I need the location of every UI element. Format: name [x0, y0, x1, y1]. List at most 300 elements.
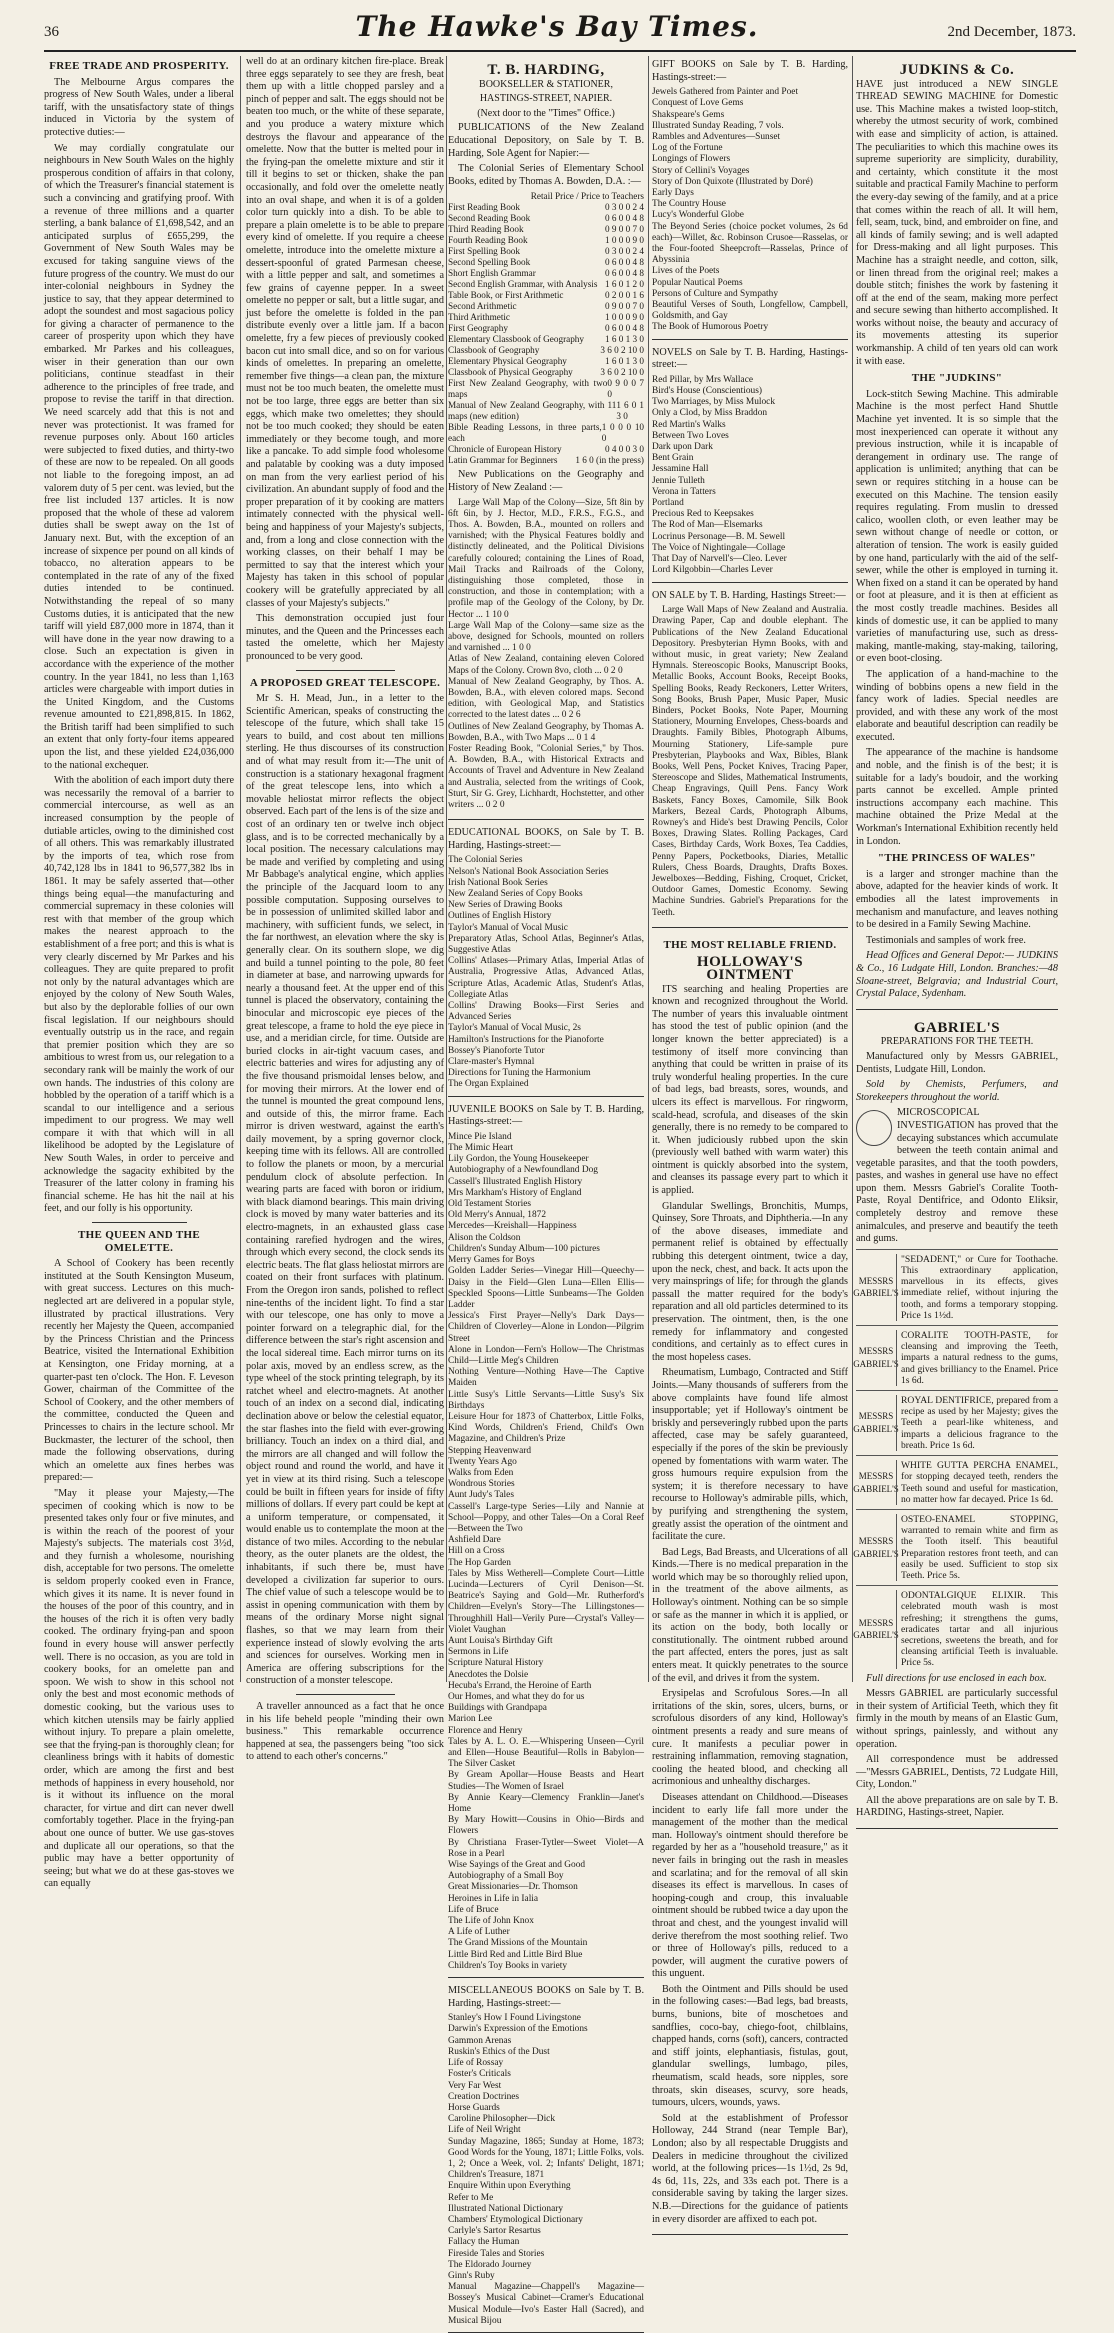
column-1: [44, 56, 234, 1890]
misc-books-ad: [448, 1982, 644, 2333]
book-list-item: Twenty Years Ago: [448, 1456, 517, 1467]
book-list-item: Portland: [652, 498, 684, 509]
article-paragraph: We may cordially congratulate our neighbours in New South Wales on the highly prosperous condition of affairs in that colony, of which the Treasurer's financial statement is such a convincing and gratifying proof. With a revenue of three millions and a quarter sterling, a bank balance of £1,698,542, and an anticipated surplus of £655,299, the Government of New South Wales may be excused for taking sanguine views of the future progress of the country. We must do our inter-colonial neighbours in Sydney the justice to say, that they appear determined to adopt the soundest and most sagacious policy for giving a character of permanence to the career of prosperity upon which they have embarked. Mr Parkes and his colleagues, wiser in their generation than our own politicians, continue steadfast in their adherence to the principles of free trade, and propose to revise the tariff in that direction. We need scarcely add that this is not and never was protectionist. It was framed for revenue purposes only. About 160 articles were subjected to fixed duties, and thirty-two of these are now to be repealed. On all goods not liable to the foregoing impost, an ad valorem duty of 5 per cent. was levied, but the free list included 137 articles. It is now proposed that the whole of these ad valorem duties shall be swept away on the 1st of January next. But, with the exception of an increase of sixpence per pound on all kinds of tobacco, no alteration appears to be contemplated in the rate of any of the fixed duties intended to be continued. Notwithstanding the repeal of so many Customs duties, it is anticipated that the new tariff will yield £87,000 more in 1874, than it will have done in the year now drawing to a close. Such an expectation is given in accordance with the experience of the mother country. In the year 1841, no less than 1,163 articles were chargeable with import duties in the United Kingdom, and the Customs revenue amounted to £21,898,815. In 1862, the British tariff had been simplified to such an extent that only forty-four items appeared upon the list, and these yielded £24,036,000 to the national exchequer.: [44, 142, 234, 771]
article-paragraph: Mr S. H. Mead, Jun., in a letter to the Scientific American, speaks of constructing the telescope of the future, which shall take 15 years to build, and cost about ten millions sterling. He thus discourses of its construction and of what may result from it:—The unit of construction is a stationary hexagonal fragment of the great telescope lens, into which a movable heliostat mirror reflects the object observed. Each part of the lens is of the size and cost of an ordinary ten or twelve inch object glass, and is to be corrected mechanically by a local position. The necessary calculations may be made and verified by completing and using Mr Babbage's analytical engine, which applies the principle of the Jacquard loom to any possible computation. Supposing ourselves to be in possession of unlimited skilled labor and machinery, with sufficient funds, we select, in the far northwest, an elevation where the sky is generally clear. On its southern slope, we dig and build a tunnel pointing to the pole, 80 feet in diameter at base, and narrowing upwards for nearly a thousand feet. At the upper end of this tunnel is placed the observatory, containing the binocular and microscopic eye pieces of the great telescope, a frame to hold the eye piece in use, and a meridian circle, for time. Outside are buried clocks in air-tight vacuum cases, and electric batteries and wires for adjusting any of the five thousand prismoidal lenses below, and for moving their mirrors. At the lower end of the tunnel is mounted the great compound lens, and outside of this, the mirror frame. Each mirror is driven westward, against the earth's daily movement, by a spring governor clock, keeping time with its fellows. All are controlled to follow the planets or moon, by a mercurial pendulum clock of absolute perfection. In wearing parts are faced with boron or iridium, with black diamond bearings. This main driving clock is moved by many water batteries and its electro-magnets, in an exhausted glass case containing rarefied hydrogen and the wires, through which every second, the clock sends its electric beats. The flat glass heliostat mirrors are coated on their front surfaces with platinum. From the Oregon iron sands, polished to reflect nine-tenths of the incident light. To find a star with our telescope, one has only to move a pointer forward on a telegraphic dial, for the difference between the star's right ascension and the local sidereal time. Each mirror turns on its polar axis, moved by an endless screw, as the type wheel of the stock printing telegraph, by its ratchet wheel and electro-magnets. At another touch of an index on a second dial, indicating declination above or below the celestial equator, the star flashes into the field with ever-growing brilliancy. Touch an index on a third dial, and the mirrors are all changed and will follow the object round and round the world, and have it yet in view at its third rising. Such a telescope could be built in fifteen years for inside of fifty millions of dollars. If every part could be kept at a uniform temperature, or compensated, it would enable us to contemplate the moon at the distance of two miles. According to the nebular theory, as the outer planets are the oldest, the inhabitants, if such there be, must have developed a civilization far superior to ours. The chief value of such a telescope would be to assist in opening communication with them by means of the ordinary Morse night signal flashes, so that we may learn from their experience instead of slowly evolving the arts and sciences for ourselves. Working men in America are offering subscriptions for the construction of a monster telescope.: [246, 693, 444, 1687]
book-title: Table Book, or First Arithmetic: [448, 290, 564, 301]
book-list-item: Great Missionaries—Dr. Thomson: [448, 1882, 578, 1893]
book-list-item: Stanley's How I Found Livingstone: [448, 2013, 581, 2024]
educational-books-ad: [448, 824, 644, 1096]
ad-paragraph: Full directions for use enclosed in each box.: [866, 1672, 1047, 1684]
book-title: First Geography: [448, 323, 508, 334]
price-header: Retail Price / Price to Teachers: [530, 191, 644, 202]
book-list-item: Our Homes, and what they do for us: [448, 1692, 585, 1703]
book-list-item: That Day of Narvell's—Cleo. Lever: [652, 554, 787, 565]
ad-paragraph: ITS searching and healing Properties are known and recognized throughout the World. The number of years this invaluable ointment has stood the test of public opinion (and the longer known the better appreciated) is a testimony of itself more convincing than anything that could be written in praise of its truly wonderful healing properties. In the cure of bad legs, bad breasts, sores, wounds, and ulcers its effect is marvellous. For ringworm, scald-head, scrofula, and diseases of the skin generally, there is no remedy to be compared to it. When judiciously rubbed upon the skin (previously well bathed with warm water) this ointment is quickly absorbed into the system, and cleanses its passage every part to which it is applied.: [652, 983, 848, 1197]
book-list-item: Heroines in Life in Ialia: [448, 1893, 539, 1904]
ad-paragraph: Diseases attendant on Childhood.—Diseases incident to early life fall more under the management of the mother than the medical man. Holloway's ointment should therefore be regarded by her as a "household treasure," as it never fails in bringing out the rash in measles and scarlatina; and for the removal of all skin diseases its effect is marvellous. In cases of hooping-cough and croup, this invaluable ointment should be rubbed twice a day upon the throat and chest, and the youngest invalid will derive therefrom the most soothing relief. Two or three of Holloway's pills, reduced to a powder, will augment the curative powers of this unguent.: [652, 1791, 848, 1980]
book-prices: 1 6 0 1 2 0: [604, 279, 644, 290]
price-row: [448, 301, 644, 312]
book-prices: 1 6 0 1 3 0: [616, 400, 644, 422]
ad-intro: MISCELLANEOUS BOOKS on Sale by T. B. Harding, Hastings-street:—: [448, 1985, 644, 2009]
book-prices: 0 9 0 0 7 0: [604, 301, 644, 312]
book-list-item: By Mary Howitt—Cousins in Ohio—Birds and Flowers: [448, 1815, 644, 1837]
book-list-item: Mercedes—Kreishall—Happiness: [448, 1221, 577, 1232]
ad-paragraph: The Colonial Series of Elementary School Books, edited by Thomas A. Bowden, D.A. :—: [448, 163, 644, 187]
book-list-item: Leisure Hour for 1873 of Chatterbox, Little Folks, Kind Words, Children's Friend, Child's Own Magazine, and Children's Prize: [448, 1411, 644, 1445]
book-title: Fourth Reading Book: [448, 235, 528, 246]
book-list-item: Ginn's Ruby: [448, 2270, 495, 2281]
price-row: [448, 279, 644, 290]
column-divider: [852, 56, 853, 1682]
masthead: [0, 0, 1114, 46]
book-list-item: The Grand Missions of the Mountain: [448, 1938, 588, 1949]
column-5: [853, 56, 1058, 1819]
gift-books-ad: [652, 56, 848, 340]
separator: [296, 670, 395, 671]
book-title: Elementary Classbook of Geography: [448, 334, 584, 345]
book-prices: 0 9 0 0 7 0: [607, 378, 644, 400]
ad-paragraph: Sold at the establishment of Professor Holloway, 244 Strand (near Temple Bar), London; also by all respectable Druggists and Dealers in medicine throughout the civilized world, at the following prices—1s 1½d, 2s 9d, 4s 6d, 11s, 22s, and 33s each pot. There is a considerable saving by taking the larger sizes. N.B.—Directions for the guidance of patients in every disorder are affixed to each pot.: [652, 2112, 848, 2225]
ad-paragraph: New Publications on the Geography and History of New Zealand :—: [448, 469, 644, 493]
book-list-item: Illustrated National Dictionary: [448, 2203, 564, 2214]
book-list-item: Two Marriages, by Miss Mulock: [652, 397, 776, 408]
book-list-item: Children's Toy Books in variety: [448, 1960, 568, 1971]
book-list-item: Bent Grain: [652, 453, 694, 464]
book-list-item: Anecdotes the Dolsie: [448, 1669, 529, 1680]
book-prices: 1 0 0 0 10 0: [601, 422, 644, 444]
book-list-item: Tales by A. L. O. E.—Whispering Unseen—Cyril and Ellen—House Beautiful—Rolls in Babylon—The Silver Casket: [448, 1736, 644, 1770]
price-row: [448, 235, 644, 246]
article-heading-telescope: A PROPOSED GREAT TELESCOPE.: [249, 676, 441, 689]
price-row: [448, 202, 644, 213]
book-list-item: Persons of Culture and Sympathy: [652, 288, 779, 299]
separator: [296, 1694, 395, 1695]
article-paragraph: well do at an ordinary kitchen fire-place. Break three eggs separately to see they are fresh, beat them up with a little chopped parsley and a pinch of pepper and salt. The eggs should not be beaten too much, or the white of these separate, and you produce a watery mixture which destroys the flavour and appearance of the omelette. Now that the butter is melted pour in the frying-pan the omelette mixture and stir it till it begins to set or thicken, shake the pan occasionally, and fold over the omelette neatly into an oval shape, and when it is of a golden color turn quickly into a dish. To be able to prepare a plain omelette is to be able to prepare every kind of omelette. If you require a cheese omelette, introduce into the omelette mixture a dessert-spoonful of grated Parmesan cheese, with a little pepper and salt, and sometimes a few grains of cayenne pepper. In a sweet omelette no pepper or salt, but a little sugar, and just before the omelette is folded in the pan distribute evenly over a little jam. If a bacon omelette, fry a few pieces of previously cooked bacon cut into small dice, and so on for various kinds of omelettes. In preparing an omelette, remember five things—a clean pan, the mixture must not be too much beaten, the omelette must not be too large, three eggs are better than six eggs, which make two omelettes; they should not be too much cooked; they should be eaten immediately or they become tough, and more like a pancake. To add simple food wholesome and palatable by cooking was a duty imposed on man from the very earliest period of his civilization. An abundant supply of food and the proper preparation of it by cooking are matters intimately connected with the physical well-being and happiness of your Majesty's subjects, and, from a long and close connection with the working classes, on their behalf I may be permitted to say that the interest which your Majesty has taken in this school of popular cookery will be gratefully appreciated by all classes of your Majesty's subjects.": [246, 56, 444, 609]
book-list-item: Life of Rossay: [448, 2058, 504, 2069]
educational-list: [448, 855, 644, 1090]
article-heading-free-trade: FREE TRADE AND PROSPERITY.: [49, 60, 229, 72]
ad-paragraph: All correspondence must be addressed—"Messrs GABRIEL, Dentists, 72 Ludgate Hill, City, London.": [856, 1754, 1058, 1791]
gabriel-product: [853, 1455, 1058, 1509]
ad-paragraph: Large Wall Map of the Colony—Size, 5ft 8in by 6ft 6in, by J. Hector, M.D., F.R.S., F.G.S., and Thos. A. Bowden, B.A., mounted on rollers and varnished; with the Physical Features boldly and distinctly delineated, and the Political Divisions carefully coloured; containing the Lines of Road, Mail Tracks and Railroads of the Colony, distinguishing those completed, those in construction, and those in contemplation; with a profile map of the Geology of the Colony, by Dr. Hector ... 1 10 0 Large Wall Map of the Colony—same size as the above, designed for Schools, mounted on rollers and varnished ... 1 0 0 Atlas of New Zealand, containing eleven Colored Maps of the Colony. Crown 8vo, cloth ... 0 2 0 Manual of New Zealand Geography, by Thos. A. Bowden, B.A., with eleven colored maps. Second edition, with Geological Map, and Statistics corrected to the latest dates ... 0 2 6 Outlines of New Zealand Geography, by Thomas A. Bowden, B.A., with Two Maps ... 0 1 4 Foster Reading Book, "Colonial Series," by Thos. A. Bowden, B.A., with Historical Extracts and Accounts of Travel and Adventure in New Zealand and Australia, selected from the writings of Cook, Sturt, Sir G. Grey, Lichhardt, Hochstetter, and other writers ... 0 2 0: [448, 497, 644, 811]
ad-kicker: THE MOST RELIABLE FRIEND.: [663, 938, 837, 951]
price-row: [448, 323, 644, 334]
price-head-trade: Price to Teachers: [581, 191, 644, 202]
price-row: [448, 345, 644, 356]
book-list-item: Life of Neil Wright: [448, 2125, 521, 2136]
book-list-item: Illustrated Sunday Reading, 7 vols.: [652, 120, 784, 131]
ad-paragraph: PUBLICATIONS of the New Zealand Educational Depository, on Sale by T. B. Harding, Sole Agent for Napier:—: [448, 122, 644, 159]
price-row: [448, 257, 644, 268]
book-title: First New Zealand Geography, with two maps: [448, 378, 608, 400]
newspaper-title: The Hawke's Bay Times.: [355, 10, 759, 43]
book-list-item: Only a Clod, by Miss Braddon: [652, 408, 768, 419]
book-list-item: Collins' Drawing Books—First Series and Advanced Series: [448, 1001, 644, 1023]
book-list-item: Jewels Gathered from Painter and Poet: [652, 87, 799, 98]
book-list-item: Aunt Judy's Tales: [448, 1490, 514, 1501]
book-list-item: Manual Magazine—Chappell's Magazine—Bossey's Musical Cabinet—Cramer's Educational Musical Module—Ivo's Easter Hall (Sacred), and Musical Bijou: [448, 2282, 644, 2326]
ad-subtitle: PREPARATIONS FOR THE TEETH.: [880, 1036, 1034, 1048]
book-list-item: Aunt Louisa's Birthday Gift: [448, 1636, 553, 1646]
book-list-item: Bossey's Pianoforte Tutor: [448, 1045, 545, 1056]
book-prices: 0 6 0 0 4 8: [604, 323, 644, 334]
on-sale-ad: [652, 587, 848, 928]
harding-ad: [448, 56, 644, 820]
article-paragraph: "May it please your Majesty,—The specimen of cooking which is now to be presented takes only four or five minutes, and is within the reach of the poorest of your Majesty's subjects. The materials cost 3½d, and they furnish a wholesome, nourishing dish, acceptable for two persons. The omelette is seldom properly cooked even in France, which gives it its name. It is never found in the houses of the poor of this country, and in the houses of the rich it is often very badly cooked. The ordinary frying-pan and spoon found in every house will answer perfectly well. There is no occasion, as you are told in cookery books, for an omelette pan and spoon. We wish to show in this school not only the best and most economic methods of domestic cooking, but the various uses to which kitchen utensils may be fairly applied without injury. To prepare a plain omelette, see that the frying-pan is thoroughly clean; for cleanliness brings with it habits of domestic order, which are among the first and best methods of happiness in every household, nor is it without its influence on the moral character, for virtue and dirt can never dwell comfortably together. Place in the frying-pan about one ounce of butter. We use gas-stoves and duplicate all our operations, so that the public may have a better opportunity of seeing; but what we do at these gas-stoves we can equally: [44, 1487, 234, 1890]
column-3: [448, 56, 644, 2326]
book-list-item: The Organ Explained: [448, 1079, 529, 1090]
book-list-item: New Series of Drawing Books: [448, 900, 563, 911]
book-list-item: Story of Don Quixote (Illustrated by Doré): [652, 176, 813, 187]
ad-paragraph: The application of a hand-machine to the winding of bobbins opens a new field in the fancy work of ladies. Special needles are provided, and with these any work of the most elaborate and beautiful description can readily be executed.: [856, 668, 1058, 743]
book-list-item: Mince Pie Island: [448, 1131, 512, 1142]
ad-intro: EDUCATIONAL BOOKS, on Sale by T. B. Harding, Hastings-street:—: [448, 827, 644, 851]
book-list-item: By Gream Apollar—House Beasts and Heart Studies—The Women of Israel: [448, 1770, 644, 1792]
price-row: [448, 455, 644, 466]
book-prices: 0 4 0 0 3 0: [604, 444, 644, 455]
book-list-item: Foster's Criticals: [448, 2069, 511, 2080]
book-list-item: The Rod of Man—Elsemarks: [652, 520, 763, 531]
book-list-item: Creation Doctrines: [448, 2091, 520, 2102]
book-prices: 1 6 0 (in the press): [575, 455, 644, 466]
book-list-item: Scripture Natural History: [448, 1658, 544, 1669]
book-list-item: Enquire Within upon Everything: [448, 2181, 571, 2192]
book-list-item: Autobiography of a Newfoundland Dog: [448, 1165, 598, 1176]
book-list-item: Mrs Markham's History of England: [448, 1187, 582, 1198]
book-list-item: Wondrous Stories: [448, 1479, 515, 1490]
ad-title: HOLLOWAY'S OINTMENT: [696, 954, 804, 983]
price-row: [448, 400, 644, 422]
book-list-item: Ruskin's Ethics of the Dust: [448, 2046, 550, 2057]
book-list-item: The Beyond Series (choice pocket volumes, 2s 6d each)—Willet, &c. Robinson Crusoe—Rasselas, or the Four-footed Sheepcroft—Rasselas, Prince of Abyssinia: [652, 221, 848, 266]
ad-paragraph: Glandular Swellings, Bronchitis, Mumps, Quinsey, Sore Throats, and Diphtheria.—In any of the above diseases, immediate and permanent relief is obtained by effectually rubbing this detergent ointment, twice a day, upon the neck, chest, and back. It acts upon the very mainsprings of life; for through the glands passall the matter required for the body's reparation and all old particles determined to its preservation. The ointment, then, is the one remedy for inflammatory and congested conditions, and certainly as to effect cures in the most hopeless cases.: [652, 1200, 848, 1363]
ad-paragraph: is a larger and stronger machine than the above, adapted for the heavier kinds of work. It embodies all the latest improvements in mechanism and manufacture, and leaves nothing to be desired in a Family Sewing Machine.: [856, 868, 1058, 931]
book-list-item: Hamilton's Instructions for the Pianoforte: [448, 1034, 604, 1045]
holloway-ointment-ad: [652, 932, 848, 2235]
book-title: Chronicle of European History: [448, 444, 562, 455]
column-divider: [648, 56, 649, 1682]
ad-paragraph: MICROSCOPICAL INVESTIGATION has proved that the decaying substances which accumulate between the teeth contain animal and vegetable parasites, and that the tooth powders, pastes, and washes in general use have no effect upon them. Messrs Gabriel's Coralite Tooth-Paste, Royal Dentifrice, and Odonto Eliksir, completely destroy and remove these animalcules, and preserve and beautify the teeth and gums.: [856, 1107, 1058, 1245]
product-label: MESSRS GABRIEL'S: [853, 1346, 899, 1370]
book-price-list: [448, 202, 644, 466]
ad-intro: ON SALE by T. B. Harding, Hastings Street:—: [652, 589, 846, 601]
ad-paragraph: Large Wall Maps of New Zealand and Australia. Drawing Paper, Cap and double elephant. The Publications of the New Zealand Educational Depository. Presbyterian Hymn Books, with and without music, in great variety; New Zealand Hymnals. Stereoscopic Books, Manuscript Books, Metallic Books, Account Books, Receipt Books, Spelling Books, Ready Reckoners, Letter Writers, Song Books, Brush Paper, Music Paper, Music Binders, Pocket Books, Note Paper, Mourning Stationery, Mourning Envelopes, Chess-boards and Draughts. Family Bibles, Photograph Albums, Mourning Stationery, Life-sample pure Presbyterian, Playbooks and Wax, Bibles, Blank Books, Well Pens, Pocket Knives, Tracing Paper, Stereoscope and Slides, Mathematical Instruments, Cheap Engravings, Quill Pens. Fancy Work Baskets, Fancy Boxes, Camomile, Silk Book Markers, Bezeal Cards, Photograph Albums, Rowney's and Hide's best Drawing Pencils, Color Boxes, Drawing Slates. Rolling Packages, Card Cases, Birthday Cards, Work Boxes, Tea Caddies, Penny Papers, Pocketbooks, Diaries, Metallic Rulers, Chess Boards, Draughts, Drafts Boxes. Jewelboxes—Bedding, Fishing, Croquet, Cricket, Outdoor Games, Domestic Economy. Sewing Machine Sundries. Gabriel's Preparations for the Teeth.: [652, 605, 848, 918]
judkins-ad: [856, 56, 1058, 1010]
book-list-item: Caroline Philosopher—Dick: [448, 2114, 556, 2125]
price-row: [448, 312, 644, 323]
article-paragraph: With the abolition of each import duty there was necessarily the removal of a barrier to commercial intercourse, as well as an increased consumption by the people of dutiable articles, owing to the diminished cost of all others. This was remarkably illustrated by the imports of tea, which rose from 40,742,128 lbs in 1841 to 96,577,382 lbs in 1861. It may be safely asserted that—other things being equal—the manufacturing and commercial supremacy in these colonies will rest with that member of the group which makes the nearest approach to the establishment of a free port; and this is what is very clearly discerned by Mr Parkes and his colleagues. They are quite prepared to profit not only by the natural advantages which are enjoyed by the colony of New South Wales, but also by the deplorable follies of our own fiscal legislation. If our neighbours should eventually outstrip us in the race, and regain that premier position which they are so ambitious to wrest from us, our relegation to a secondary rank will be mainly the work of our own hands. The industries of this colony are hobbled by the operation of a tariff which is a scandal to our intelligence and a serious impediment to our progress. We may well compare it with that which will in all likelihood be adopted by the Legislature of New South Wales, in order to perceive and acknowledge the sagacity exhibited by the Treasurer of the latter colony in framing his financial scheme. He has hit the nail at his feet, and our folly is his opportunity.: [44, 775, 234, 1215]
ad-subtitle: (Next door to the "Times" Office.): [477, 107, 615, 119]
book-list-item: Chambers' Etymological Dictionary: [448, 2214, 583, 2225]
book-list-item: Irish National Book Series: [448, 877, 548, 888]
book-list-item: Preparatory Atlas, School Atlas, Beginner's Atlas, Suggestive Atlas: [448, 933, 644, 956]
book-list-item: Lives of the Poets: [652, 266, 720, 277]
separator: [92, 1222, 187, 1223]
book-list-item: Verona in Tatters: [652, 486, 716, 497]
book-prices: 0 2 0 0 1 6: [604, 290, 644, 301]
novels-ad: [652, 344, 848, 583]
book-list-item: Shakspeare's Gems: [652, 109, 725, 120]
book-prices: 0 3 0 0 2 4: [604, 202, 644, 213]
book-list-item: Darwin's Expression of the Emotions: [448, 2024, 588, 2035]
book-list-item: Nelson's National Book Association Series: [448, 866, 609, 877]
book-list-item: Ashfield Dare: [448, 1535, 501, 1546]
book-list-item: Alone in London—Fern's Hollow—The Christmas Child—Little Meg's Children: [448, 1344, 644, 1366]
ad-title: JUDKINS & Co.: [899, 62, 1015, 78]
book-list-item: Locrinus Personage—B. M. Sewell: [652, 531, 786, 542]
book-list-item: By Christiana Fraser-Tytler—Sweet Violet—A Rose in a Pearl: [448, 1837, 644, 1859]
ad-paragraph: Both the Ointment and Pills should be used in the following cases:—Bad legs, bad breasts, burns, bunions, bite of moschetoes and sandflies, coco-bay, chiego-foot, chilblains, chapped hands, corns (soft), cancers, contracted and stiff joints, elephantiasis, fistulas, gout, glandular swellings, lumbago, piles, rheumatism, scald heads, sore nipples, sore throats, skin diseases, scurvy, sore heads, tumours, ulcers, wounds, yaws.: [652, 1983, 848, 2109]
book-list-item: Fireside Tales and Stories: [448, 2248, 545, 2259]
book-title: Short English Grammar: [448, 268, 536, 279]
juvenile-books-ad: [448, 1101, 644, 1978]
book-title: First Reading Book: [448, 202, 520, 213]
gabriel-product: [853, 1390, 1058, 1455]
book-list-item: Directions for Tuning the Harmonium: [448, 1068, 591, 1079]
book-list-item: Cassell's Large-type Series—Lily and Nannie at School—Poppy, and other Tales—On a Coral Reef—Between the Two: [448, 1501, 644, 1534]
book-prices: 3 6 0 2 10 0: [600, 345, 644, 356]
book-title: Second English Grammar, with Analysis: [448, 279, 598, 290]
book-list-item: Collins' Atlases—Primary Atlas, Imperial Atlas of Australia, Progressive Atlas, Advanced Atlas, Scripture Atlas, Academic Atlas, Student's Atlas, Collegiate Atlas: [448, 956, 644, 1000]
ad-paragraph: Manufactured only by Messrs GABRIEL, Dentists, Ludgate Hill, London.: [856, 1050, 1058, 1075]
book-list-item: The Colonial Series: [448, 855, 523, 866]
book-list-item: Refer to Me: [448, 2192, 494, 2203]
ad-paragraph: Bad Legs, Bad Breasts, and Ulcerations of all Kinds.—There is no medical preparation in the world which may be so thoroughly relied upon, in the treatment of the above ailments, as Holloway's ointment. Nothing can be so simple or safe as the manner in which it is applied, or its action on the body, both locally or constitutionally. The ointment rubbed around the part affected, enters the pores, just as salt enters meat. It quickly penetrates to the source of the evil, and drives it from the system.: [652, 1546, 848, 1684]
ad-intro: JUVENILE BOOKS on Sale by T. B. Harding, Hastings-street:—: [448, 1103, 644, 1128]
book-prices: 1 0 0 0 9 0: [604, 235, 644, 246]
book-list-item: Precious Red to Keepsakes: [652, 509, 754, 520]
gabriel-product-list: [853, 1249, 1058, 1673]
book-title: Latin Grammar for Beginners: [448, 455, 558, 466]
book-list-item: Very Far West: [448, 2080, 502, 2091]
product-label: MESSRS GABRIEL'S: [853, 1275, 899, 1299]
book-list-item: Stepping Heavenward: [448, 1445, 532, 1456]
price-head-retail: Retail Price: [530, 191, 574, 202]
price-row: [448, 444, 644, 455]
article-paragraph: The Melbourne Argus compares the progress of New South Wales, under a liberal tariff, with the unsatisfactory state of things induced in Victoria by the system of protective duties:—: [44, 76, 234, 138]
juvenile-list: [448, 1132, 644, 1972]
book-list-item: Taylor's Manual of Vocal Music, 2s: [448, 1023, 581, 1034]
page-number: 36: [44, 24, 59, 40]
book-prices: 0 9 0 0 7 0: [604, 224, 644, 235]
product-description: WHITE GUTTA PERCHA ENAMEL, for stopping decayed teeth, renders the Teeth sound and useful for mastication, no matter how far decayed. Price 1s 6d.: [896, 1460, 1058, 1505]
book-list-item: The Life of John Knox: [448, 1916, 534, 1927]
product-label: MESSRS GABRIEL'S: [853, 1470, 899, 1494]
ad-paragraph: Rheumatism, Lumbago, Contracted and Stiff Joints.—Many thousands of sufferers from the above complaints have found life almost insupportable; yet if Holloway's ointment be briskly and perseveringly rubbed upon the parts affected, case may be safely guaranteed, especially if the pores of the skin be previously opened by fomentations with warm water. The gross humours require expulsion from the system; it is therefore necessary to have recourse to Holloway's admirable pills, which, by purifying and strengthening the system, greatly assist the operation of the ointment and facilitate the cure.: [652, 1367, 848, 1543]
price-row: [448, 378, 644, 400]
book-list-item: Early Days: [652, 188, 694, 199]
masthead-rule: [44, 50, 1076, 52]
book-list-item: Clare-master's Hymnal: [448, 1057, 535, 1068]
book-list-item: A Life of Luther: [448, 1927, 510, 1938]
book-title: Classbook of Physical Geography: [448, 367, 573, 378]
book-list-item: Log of the Fortune: [652, 143, 723, 154]
book-list-item: Jennie Tulleth: [652, 475, 705, 486]
price-row: [448, 367, 644, 378]
price-row: [448, 356, 644, 367]
book-list-item: Lord Kilgobbin—Charles Lever: [652, 565, 773, 576]
book-title: Classbook of Geography: [448, 345, 540, 356]
book-list-item: Lucy's Wonderful Globe: [652, 210, 744, 221]
article-heading-queen: THE QUEEN AND THE OMELETTE.: [78, 1229, 200, 1254]
product-description: OSTEO-ENAMEL STOPPING, warranted to remain white and firm as the Tooth itself. This beautiful Preparation restores front teeth, and can easily be used. Sufficient to stop six Teeth. Price 5s.: [896, 1514, 1058, 1581]
book-list-item: The Book of Humorous Poetry: [652, 322, 769, 333]
column-4: [652, 56, 848, 2225]
book-list-item: Story of Cellini's Voyages: [652, 165, 750, 176]
book-list-item: Cassell's Illustrated English History: [448, 1176, 583, 1187]
book-list-item: Jessica's First Prayer—Nelly's Dark Days—Children of Cloverley—Alone in London—Pilgrim Street: [448, 1311, 644, 1344]
book-list-item: Conquest of Love Gems: [652, 98, 744, 109]
book-list-item: Merry Games for Boys: [448, 1255, 535, 1266]
book-list-item: Fallacy the Human: [448, 2237, 520, 2248]
book-list-item: Between Two Loves: [652, 430, 729, 441]
book-list-item: Bird's House (Conscientious): [652, 386, 763, 397]
book-list-item: The Mimic Heart: [448, 1143, 514, 1154]
gabriel-ad: [853, 1014, 1058, 1829]
product-description: CORALITE TOOTH-PASTE, for cleansing and improving the Teeth, imparts a natural redness to the gums, and gives brilliancy to the Enamel. Price 1s 6d.: [896, 1330, 1058, 1386]
article-paragraph: A School of Cookery has been recently instituted at the South Kensington Museum, with great success. Lectures on this much-neglected art are delivered in a popular style, illustrated by practical illustrations. Very recently her Majesty the Queen, accompanied by the Princess Christian and the Princess Beatrice, visited the International Exhibition at Kensington, one Friday morning, at a quarter-past ten o'clock. The Hon. F. Leveson Gower, chairman of the Committee of the School of Cookery, and the other members of the committee, conducted the Queen and Princesses to chairs in the lecture school. Mr Buckmaster, the lecturer of the school, then made the following observations, during which an omelette aux fines herbes was prepared:—: [44, 1258, 234, 1484]
book-list-item: Jessamine Hall: [652, 464, 709, 475]
book-list-item: Old Testament Stories: [448, 1199, 532, 1210]
book-list-item: Autobiography of a Small Boy: [448, 1871, 564, 1882]
book-list-item: Buildings with Grandpapa: [448, 1703, 547, 1714]
book-list-item: Golden Ladder Series—Vinegar Hill—Queechy—Daisy in the Field—Glen Luna—Ellen Ellis—Speckled Spoons—Little Sunbeams—The Golden Ladder: [448, 1266, 644, 1310]
book-list-item: Little Susy's Little Servants—Little Susy's Six Birthdays: [448, 1389, 644, 1411]
ad-intro: GIFT BOOKS on Sale by T. B. Harding, Hastings-street:—: [652, 59, 848, 83]
book-list-item: Life of Bruce: [448, 1904, 499, 1915]
price-row: [448, 290, 644, 301]
ad-paragraph: HAVE just introduced a NEW SINGLE THREAD SEWING MACHINE for Domestic use. This Machine makes a twisted loop-stitch, whereby the utmost security of work, combined with ease and simplicity of action, is attained. The peculiarities to which this machine owes its supreme superiority are simplicity, durability, and certainty, which constitute it the most suitable and practical Family Machine to perform the every-day sewing of the family, and at a price that comes within the reach of all. It will hem, fell, seam, tuck, bind, and embroider on fine, and all kinds of family sewing; and is well adapted for Dress-making and all light purposes. This Machine has a straight needle, and cotton, silk, or linen thread from the original reel; makes a double stitch; finishes the work by fastening it off at the end of the seam, making more perfect and secure sewing than hitherto accomplished. It works without noise, the beauty and accuracy of its movements attesting its superior workmanship. A child of ten years old can work it with ease.: [856, 78, 1058, 367]
book-list-item: Marion Lee: [448, 1714, 492, 1725]
book-list-item: Hill on a Cross: [448, 1546, 505, 1557]
book-list-item: Longings of Flowers: [652, 154, 731, 165]
book-list-item: Rambles and Adventures—Sunset: [652, 132, 781, 142]
book-title: First Spelling Book: [448, 246, 520, 257]
book-list-item: Wise Sayings of the Great and Good: [448, 1860, 586, 1871]
ad-paragraph: The appearance of the machine is handsome and noble, and the finish is of the best; it is suitable for a lady's boudoir, and the working parts cannot be excelled. Ample printed instructions accompany each machine. This machine obtained the Prize Medal at the Workman's International Exhibition recently held in London.: [856, 747, 1058, 847]
book-list-item: Carlyle's Sartor Resartus: [448, 2226, 541, 2237]
product-description: ROYAL DENTIFRICE, prepared from a recipe as used by her Majesty; gives the Teeth a pearl-like whiteness, and imparts a delicious fragrance to the breath. Price 1s 6d.: [896, 1395, 1058, 1451]
book-list-item: The Voice of Nightingale—Collage: [652, 542, 786, 553]
book-list-item: Red Martin's Walks: [652, 419, 726, 430]
book-list-item: Walks from Eden: [448, 1467, 514, 1478]
gabriel-product: [853, 1585, 1058, 1672]
ad-title: GABRIEL'S: [913, 1019, 1001, 1036]
ad-paragraph: All the above preparations are on sale by T. B. HARDING, Hastings-street, Napier.: [856, 1794, 1058, 1819]
book-list-item: Beautiful Verses of South, Longfellow, Campbell, Goldsmith, and Gay: [652, 300, 848, 322]
book-list-item: Tales by Miss Wetherell—Complete Court—Little Lucinda—Lecturers of Cyril Denison—St. Beatrice's Saying and Gold—Mr. Rutherford's Children—Evelyn's Story—The Lillingstones—Throughhill Hall—Verily Pure—Crystal's Valley—Violet Vaughan: [448, 1568, 644, 1635]
article-paragraph: This demonstration occupied just four minutes, and the Queen and the Princesses each tasted the omelette, which her Majesty pronounced to be very good.: [246, 613, 444, 662]
ad-paragraph: Head Offices and General Depot:— JUDKINS & Co., 16 Ludgate Hill, London. Branches:—48 Sloane-street, Belgravia; and Industrial Court, Crystal Palace, Sydenham.: [856, 950, 1058, 1000]
book-list-item: New Zealand Series of Copy Books: [448, 889, 583, 900]
book-list-item: Dark upon Dark: [652, 442, 713, 453]
book-list-item: The Eldorado Journey: [448, 2259, 532, 2270]
book-list-item: Lily Gordon, the Young Housekeeper: [448, 1154, 589, 1165]
column-divider: [446, 56, 447, 1682]
book-list-item: Hecuba's Errand, the Heroine of Earth: [448, 1680, 592, 1691]
book-list-item: Outlines of English History: [448, 911, 552, 922]
book-list-item: Little Bird Red and Little Bird Blue: [448, 1949, 583, 1960]
book-prices: 0 3 0 0 2 4: [604, 246, 644, 257]
ad-paragraph: Messrs GABRIEL are particularly successful in their system of Artificial Teeth, which they fit firmly in the mouth by means of an Elastic Gum, without springs, painlessly, and without any operation.: [856, 1688, 1058, 1750]
ad-subhead: "THE PRINCESS OF WALES": [877, 852, 1037, 865]
gabriel-product: [853, 1509, 1058, 1585]
product-description: ODONTALGIQUE ELIXIR. This celebrated mouth wash is most refreshing; it strengthens the gums, eradicates tartar and all injurious secretions, sweetens the breath, and for cleansing artificial Teeth is invaluable. Price 5s.: [896, 1590, 1058, 1668]
book-prices: 0 6 0 0 4 8: [604, 268, 644, 279]
column-2: [246, 56, 444, 1763]
book-list-item: By Annie Keary—Clemency Franklin—Janet's Home: [448, 1792, 644, 1815]
ad-intro: NOVELS on Sale by T. B. Harding, Hastings-street:—: [652, 346, 848, 371]
misc-list: [448, 2013, 644, 2327]
price-row: [448, 268, 644, 279]
price-row: [448, 334, 644, 345]
product-label: MESSRS GABRIEL'S: [853, 1535, 899, 1559]
book-title: Second Reading Book: [448, 213, 531, 224]
article-paragraph: A traveller announced as a fact that he once in his life beheld people "minding their own business." This remarkable occurrence happened at sea, the passengers being "too sick to attend to each other's concerns.": [246, 1701, 444, 1763]
book-list-item: Children's Sunday Album—100 pictures: [448, 1243, 600, 1254]
book-list-item: Taylor's Manual of Vocal Music: [448, 922, 568, 933]
book-list-item: Horse Guards: [448, 2102, 500, 2113]
ad-title: T. B. HARDING,: [487, 62, 605, 78]
book-prices: 1 0 0 0 9 0: [604, 312, 644, 323]
book-list-item: Popular Nautical Poems: [652, 277, 743, 288]
book-list-item: Sermons in Life: [448, 1647, 509, 1658]
book-title: Third Reading Book: [448, 224, 524, 235]
novel-list: [652, 375, 848, 577]
ad-paragraph: Erysipelas and Scrofulous Sores.—In all irritations of the skin, sores, ulcers, burns, or scrofulous disorders of any kind, Holloway's ointment presents a ready and sure means of cure. It manifests a peculiar power in restraining inflammation, removing stagnation, cooling the heated blood, and checking all acrimonious and unhealthy discharges.: [652, 1688, 848, 1788]
product-label: MESSRS GABRIEL'S: [853, 1411, 899, 1435]
book-list-item: Nothing Venture—Nothing Have—The Captive Maiden: [448, 1367, 644, 1389]
book-list-item: Sunday Magazine, 1865; Sunday at Home, 1873; Good Words for the Young, 1871; Little Folks, vols. 1, 2; Once a Week, vol. 2; Infants' Delight, 1871; Children's Treasure, 1871: [448, 2136, 644, 2181]
ad-subtitle: BOOKSELLER & STATIONER,: [479, 78, 613, 90]
price-row: [448, 224, 644, 235]
gabriel-product: [853, 1249, 1058, 1325]
book-list-item: Alison the Coldson: [448, 1232, 521, 1243]
gabriel-product: [853, 1325, 1058, 1390]
ad-subhead: THE "JUDKINS": [911, 372, 1003, 385]
book-prices: 3 6 0 2 10 0: [600, 367, 644, 378]
book-list-item: The Country House: [652, 199, 726, 210]
book-prices: 0 6 0 0 4 8: [604, 257, 644, 268]
gift-list: [652, 87, 848, 333]
book-title: Second Spelling Book: [448, 257, 531, 268]
ad-paragraph: Sold by Chemists, Perfumers, and Storekeepers throughout the world.: [856, 1079, 1058, 1103]
book-list-item: The Hop Garden: [448, 1557, 511, 1568]
ad-paragraph: Lock-stitch Sewing Machine. This admirable Machine is the most perfect Hand Shuttle Machine yet invented. It is so simple that the most inexperienced can operate it without any previous instruction, while it is incapable of derangement in ordinary use. The range of application is unlimited; anything that can be sewn or requires stitching in a house can be executed on this Machine. The tension easily requires regulating. From muslin to dressed calico, woollen cloth, or even leather may be sewn without change of needle or cotton, or alteration of tension. The work is easily guided by one hand, particularly with the aid of the self-sewer, while the other is employed in turning it. When fixed on a stand it can be operated by hand or foot at pleasure, and it is then at efficient as the most costly treadle machines. Besides all kinds of domestic use, it can be applied to many varieties of manufacturing use, such as dress-making, mantle-making, stay-making, tailoring, or even boot-closing.: [856, 388, 1058, 665]
ad-paragraph: Testimonials and samples of work free.: [866, 934, 1026, 946]
price-row: [448, 422, 644, 444]
price-row: [448, 213, 644, 224]
book-prices: 0 6 0 0 4 8: [604, 213, 644, 224]
price-row: [448, 246, 644, 257]
book-title: Manual of New Zealand Geography, with 11 maps (new edition): [448, 400, 617, 422]
product-description: "SEDADENT," or Cure for Toothache. This extraordinary application, marvellous in its effects, gives immediate relief, without injuring the tooth, and forms a temporary stopping. Price 1s 1½d.: [896, 1254, 1058, 1321]
book-list-item: Old Merry's Annual, 1872: [448, 1210, 547, 1221]
book-title: Third Arithmetic: [448, 312, 511, 323]
issue-date: 2nd December, 1873.: [947, 24, 1076, 40]
book-title: Elementary Physical Geography: [448, 356, 567, 367]
book-list-item: Florence and Henry: [448, 1725, 523, 1736]
ad-subtitle: HASTINGS-STREET, NAPIER.: [479, 93, 613, 105]
book-list-item: Red Pillar, by Mrs Wallace: [652, 374, 754, 385]
column-divider: [240, 56, 241, 1682]
product-label: MESSRS GABRIEL'S: [853, 1617, 899, 1641]
book-title: Bible Reading Lessons, in three parts, each: [448, 422, 602, 444]
book-prices: 1 6 0 1 3 0: [604, 356, 644, 367]
book-list-item: Gammon Arenas: [448, 2035, 512, 2046]
book-title: Second Arithmetic: [448, 301, 517, 312]
book-prices: 1 6 0 1 3 0: [604, 334, 644, 345]
